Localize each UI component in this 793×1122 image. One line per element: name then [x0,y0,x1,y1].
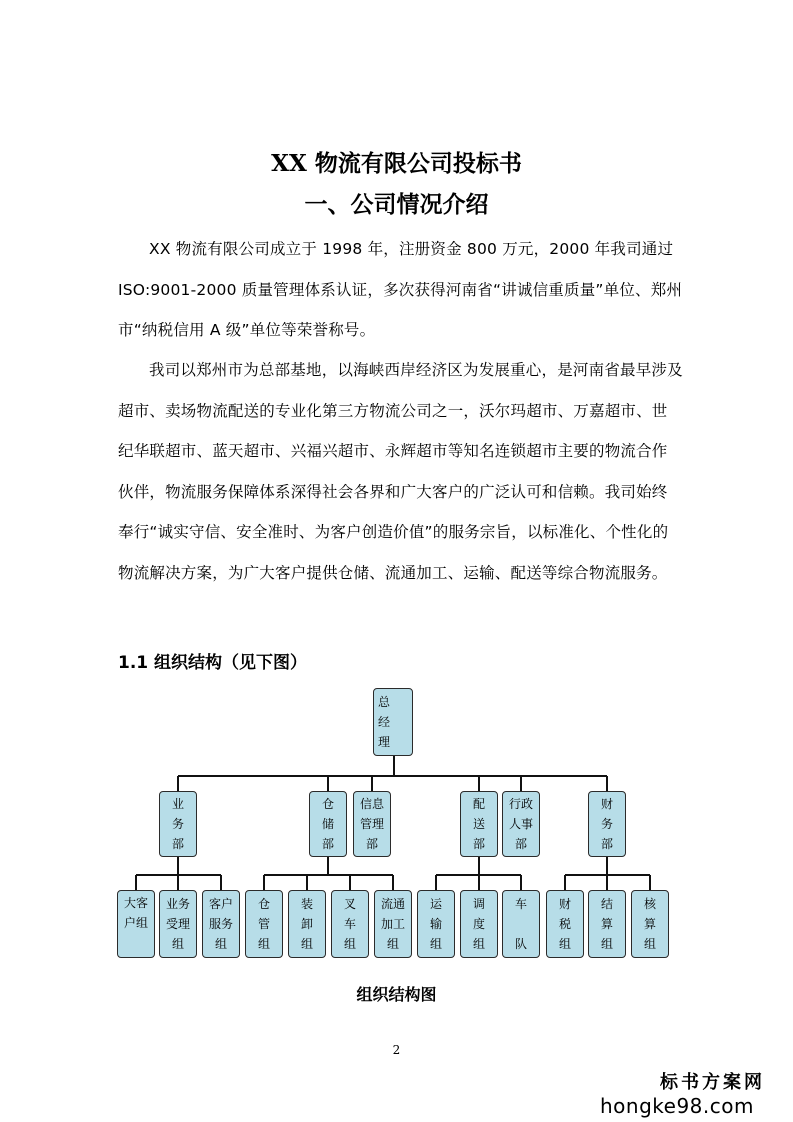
intro-paragraph-2 [118,350,683,593]
org-node-warehouse-dept: 仓 储 部 [309,791,347,857]
org-node-storage-group: 仓 管 组 [245,890,283,958]
watermark-title: 标书方案网 [660,1072,765,1093]
org-node-distribution-dept: 配 送 部 [460,791,498,857]
org-node-transport-group: 运 输 组 [417,890,455,958]
org-node-dispatch-group: 调 度 组 [460,890,498,958]
org-node-business-dept: 业 务 部 [159,791,197,857]
org-node-general-manager: 总 经 理 [373,688,413,756]
org-node-admin-hr-dept: 行政 人事 部 [502,791,540,857]
watermark-url: hongke98.com [600,1094,754,1118]
document-title: XX 物流有限公司投标书 [271,150,522,177]
page-number: 2 [392,1043,401,1057]
subsection-heading: 1.1 组织结构（见下图） [118,653,308,673]
org-node-settlement-group: 结 算 组 [588,890,626,958]
figure-caption: 组织结构图 [356,985,437,1004]
org-node-finance-dept: 财 务 部 [588,791,626,857]
org-node-forklift-group: 叉 车 组 [331,890,369,958]
org-node-fleet-group: 车 队 [502,890,540,958]
org-node-accounting-group: 核 算 组 [631,890,669,958]
org-node-processing-group: 流通 加工 组 [374,890,412,958]
org-node-business-acceptance-group: 业务 受理 组 [159,890,197,958]
paragraph-text: 我司以郑州市为总部基地，以海峡西岸经济区为发展重心，是河南省最早涉及超市、卖场物流配送的专业化第三方物流公司之一，沃尔玛超市、万嘉超市、世纪华联超市、蓝天超市、兴福兴超市、永辉超市等知名连锁超市主要的物流合作伙伴，物流服务保障体系深得社会各界和广大客户的广泛认可和信赖。我司始终奉行“诚实守信、安全准时、为客户创造价值”的服务宗旨，以标准化、个性化的物流解决方案，为广大客户提供仓储、流通加工、运输、配送等综合物流服务。 [118,361,683,582]
org-node-tax-group: 财 税 组 [546,890,584,958]
paragraph-text: XX 物流有限公司成立于 1998 年，注册资金 800 万元，2000 年我司通过 ISO:9001-2000 质量管理体系认证，多次获得河南省“讲诚信重质量”单位、郑州市“纳税信用 A 级”单位等荣誉称号。 [118,240,683,339]
org-node-loading-group: 装 卸 组 [288,890,326,958]
org-node-key-account-group: 大客 户组 [117,890,155,958]
intro-paragraph-1 [118,229,683,351]
section-heading: 一、公司情况介绍 [304,192,489,218]
org-node-info-management-dept: 信息 管理 部 [353,791,391,857]
org-node-customer-service-group: 客户 服务 组 [202,890,240,958]
